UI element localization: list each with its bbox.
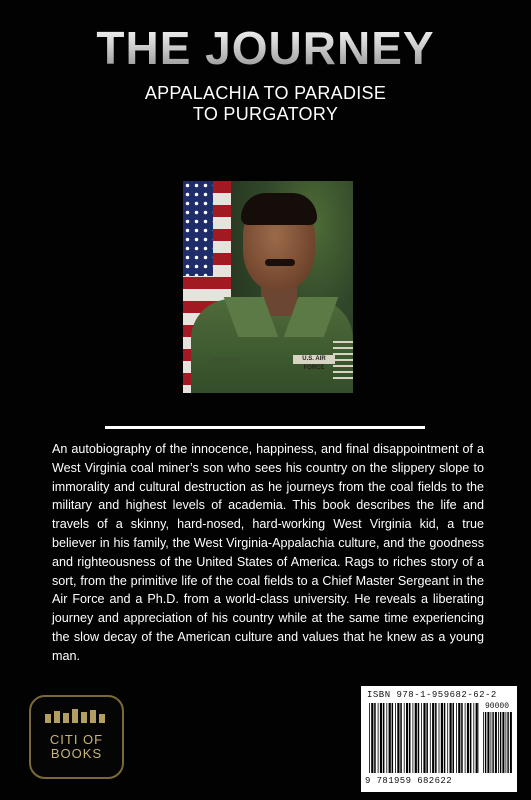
publisher-name-line-1: CITI OF <box>49 732 104 747</box>
book-subtitle <box>0 83 531 125</box>
publisher-name-line-2: BOOKS <box>50 746 103 761</box>
skyline-icon <box>45 709 105 723</box>
barcode-bars <box>369 703 479 773</box>
name-tape-left <box>211 357 241 365</box>
book-description: An autobiography of the innocence, happiness, and final disappointment of a West Virginia coal miner’s son who sees his country on the slippery slope to immorality and cultural destruction as he journeys from the coal fields to the military and highest levels of academia. This book describes the life and travels of a skinny, hard-nosed, hard-working West Virginia kid, a true believer in his family, the West Virginia-Appalachia culture, and the goodness and righteousness of the United States of America. Rags to riches story of a sort, from the primitive life of the coal fields to a Chief Master Sergeant in the Air Force and a Ph.D. from a world-class university. He reveals a liberating journey and appreciation of his country while at the same time experiencing the slow decay of the American culture and values that he knew as a young man. <box>52 442 484 663</box>
mustache <box>265 259 295 266</box>
publisher-name <box>31 733 122 761</box>
flag-canton <box>183 181 213 276</box>
isbn-label: ISBN 978-1-959682-62-2 <box>367 690 497 700</box>
name-tape-right: U.S. AIR FORCE <box>293 355 335 364</box>
barcode-digits: 9 781959 682622 <box>365 776 453 786</box>
price-code: 90000 <box>485 702 510 711</box>
hair <box>241 193 317 225</box>
subtitle-line-2: TO PURGATORY <box>192 104 339 124</box>
divider-line <box>105 426 425 429</box>
author-portrait <box>183 181 353 393</box>
publisher-logo <box>29 695 124 779</box>
book-title: THE JOURNEY <box>0 22 531 74</box>
rank-stripes <box>333 341 353 381</box>
isbn-barcode <box>361 686 517 792</box>
subtitle-line-1: APPALACHIA TO PARADISE <box>144 83 387 103</box>
barcode-addon-bars <box>483 712 513 773</box>
